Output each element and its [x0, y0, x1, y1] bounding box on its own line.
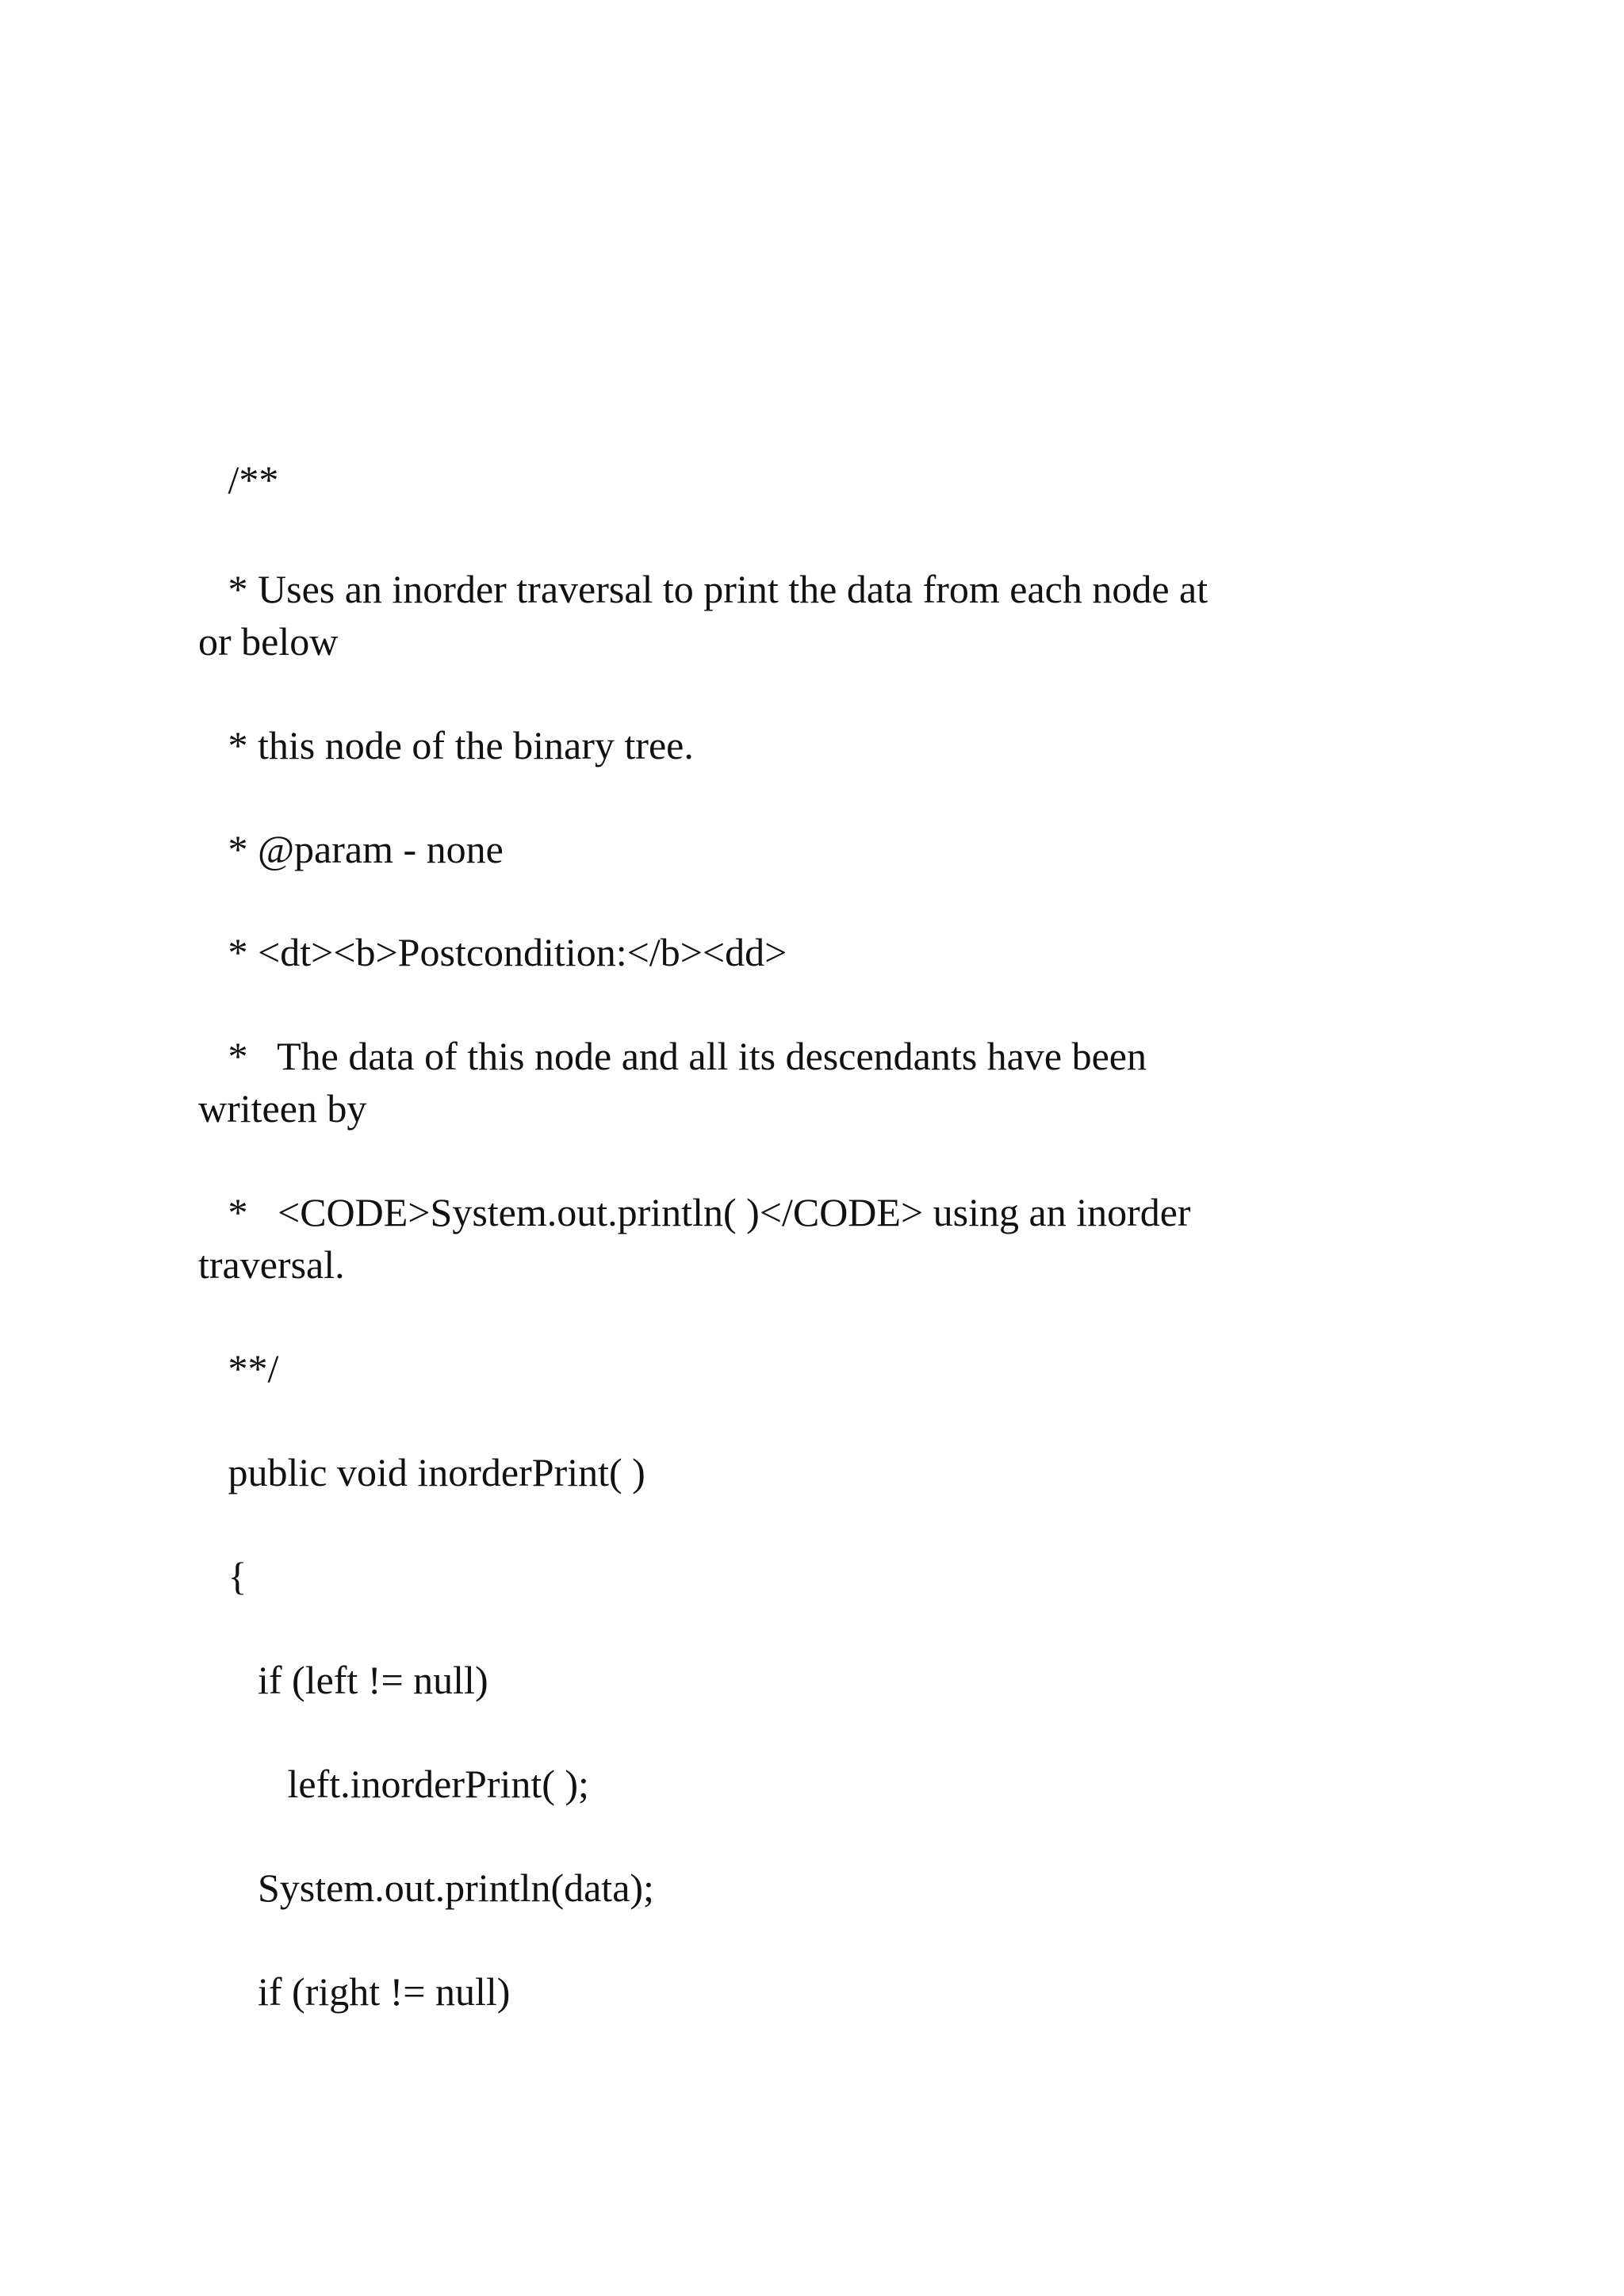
code-line: * <CODE>System.out.println( )</CODE> using an inorder [198, 1190, 1191, 1234]
code-line: or below [198, 619, 339, 664]
code-line: * The data of this node and all its descendants have been [198, 1034, 1147, 1078]
code-line: writeen by [198, 1086, 367, 1131]
code-line: System.out.println(data); [198, 1866, 654, 1910]
code-line: { [198, 1554, 247, 1598]
code-line: * @param - none [198, 827, 504, 871]
code-line: public void inorderPrint( ) [198, 1450, 645, 1494]
code-line: if (right != null) [198, 1969, 511, 2014]
code-line: * this node of the binary tree. [198, 723, 694, 767]
code-line: if (left != null) [198, 1658, 488, 1702]
code-line: **/ [198, 1346, 279, 1391]
code-line: left.inorderPrint( ); [198, 1762, 589, 1806]
code-line: * <dt><b>Postcondition:</b><dd> [198, 930, 787, 974]
code-line: /** [198, 457, 279, 502]
code-line: * Uses an inorder traversal to print the data from each node at [198, 567, 1208, 611]
code-line: traversal. [198, 1242, 345, 1287]
